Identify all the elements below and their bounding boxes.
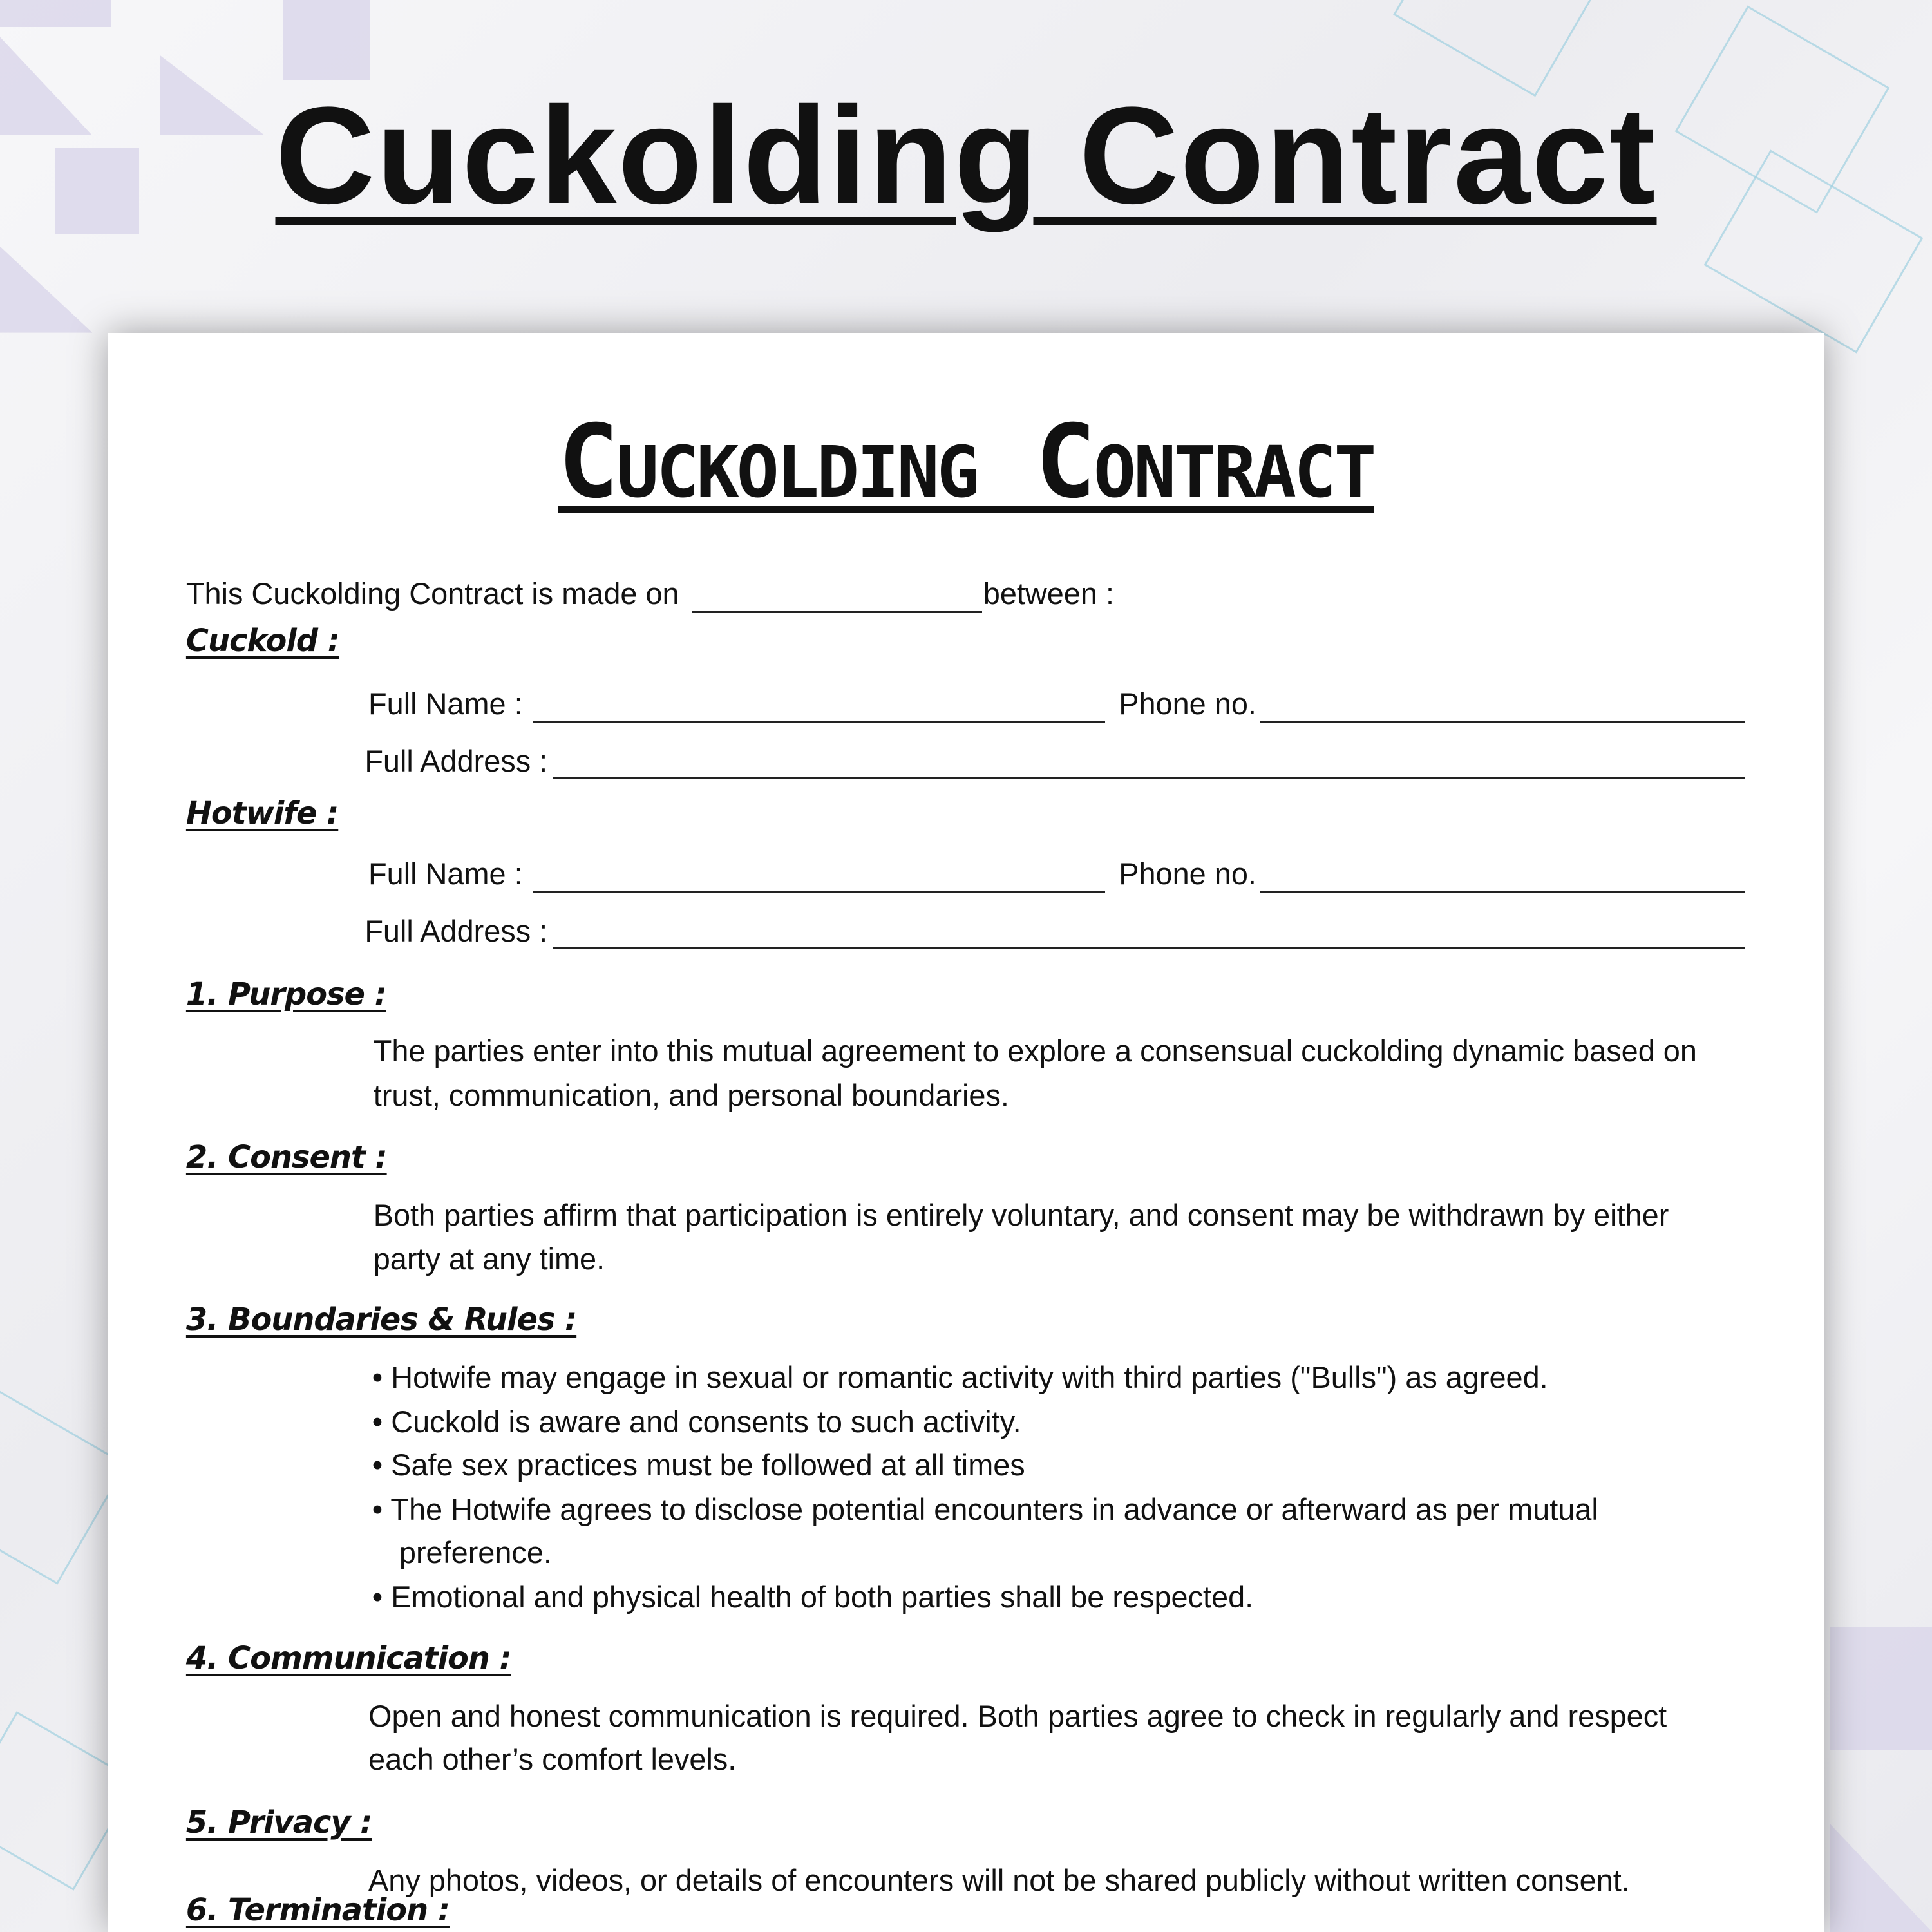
date-field[interactable]: [692, 611, 982, 613]
purpose-heading: 1. Purpose :: [185, 977, 386, 1013]
cuckold-address-field[interactable]: [553, 777, 1745, 779]
consent-heading: 2. Consent :: [185, 1139, 387, 1175]
bullet-item: • Cuckold is aware and consents to such activity.: [372, 1405, 1021, 1439]
hotwife-phone-label: Phone no.: [1119, 857, 1256, 891]
communication-heading: 4. Communication :: [185, 1641, 511, 1677]
privacy-text: Any photos, videos, or details of encounters will not be shared publicly without written consent.: [368, 1863, 1630, 1897]
hotwife-address-field[interactable]: [553, 947, 1745, 949]
banner-title-text: Cuckolding Contract: [275, 78, 1657, 232]
document-title-text: Cuckolding Contract: [558, 402, 1374, 521]
bullet-item: • The Hotwife agrees to disclose potential encounters in advance or afterward as per mutual: [372, 1492, 1598, 1526]
bullet-text: Hotwife may engage in sexual or romantic activity with third parties ("Bulls") as agreed.: [391, 1361, 1548, 1395]
bullet-item: • Safe sex practices must be followed at all times: [372, 1448, 1025, 1482]
cuckold-heading: Cuckold :: [185, 623, 339, 659]
hotwife-name-field[interactable]: [533, 891, 1105, 893]
hotwife-phone-field[interactable]: [1260, 891, 1745, 893]
communication-text: Open and honest communication is required. Both parties agree to check in regularly and respect: [368, 1700, 1667, 1734]
purpose-text: The parties enter into this mutual agreement to explore a consensual cuckolding dynamic based on: [373, 1034, 1697, 1068]
bullet-text: Cuckold is aware and consents to such activity.: [391, 1405, 1021, 1439]
communication-text: each other’s comfort levels.: [368, 1743, 737, 1777]
bullet-text: Emotional and physical health of both parties shall be respected.: [391, 1580, 1254, 1614]
intro-suffix: between :: [983, 577, 1114, 611]
banner-title: [0, 77, 1932, 235]
bullet-item: • Emotional and physical health of both parties shall be respected.: [372, 1580, 1254, 1614]
hotwife-address-label: Full Address :: [365, 914, 548, 949]
decor-shape: [1830, 1824, 1932, 1932]
contract-page: [108, 333, 1823, 1932]
bullet-text: Safe sex practices must be followed at all times: [391, 1448, 1025, 1482]
cuckold-phone-label: Phone no.: [1119, 687, 1256, 721]
purpose-text: trust, communication, and personal boundaries.: [373, 1078, 1009, 1112]
cuckold-name-label: Full Name :: [368, 687, 523, 721]
decor-shape: [0, 247, 92, 333]
consent-text: party at any time.: [373, 1242, 605, 1276]
bullet-text: The Hotwife agrees to disclose potential encounters in advance or afterward as per mutual: [390, 1492, 1598, 1526]
boundaries-heading: 3. Boundaries & Rules :: [185, 1302, 577, 1338]
cuckold-phone-field[interactable]: [1260, 721, 1745, 723]
hotwife-name-label: Full Name :: [368, 857, 523, 891]
intro-text: This Cuckolding Contract is made on: [185, 577, 679, 611]
bullet-item: • Hotwife may engage in sexual or romantic activity with third parties ("Bulls") as agreed.: [372, 1361, 1548, 1395]
hotwife-heading: Hotwife :: [185, 795, 339, 831]
consent-text: Both parties affirm that participation is entirely voluntary, and consent may be withdrawn by either: [373, 1198, 1669, 1232]
document-title: [108, 402, 1823, 521]
cuckold-address-label: Full Address :: [365, 744, 548, 779]
decor-shape: [283, 0, 370, 80]
decor-shape: [0, 0, 111, 27]
decor-shape: [1830, 1627, 1932, 1750]
bullet-text-continued: preference.: [399, 1535, 552, 1569]
termination-heading: 6. Termination :: [185, 1892, 450, 1928]
privacy-heading: 5. Privacy :: [185, 1804, 372, 1841]
cuckold-name-field[interactable]: [533, 721, 1105, 723]
